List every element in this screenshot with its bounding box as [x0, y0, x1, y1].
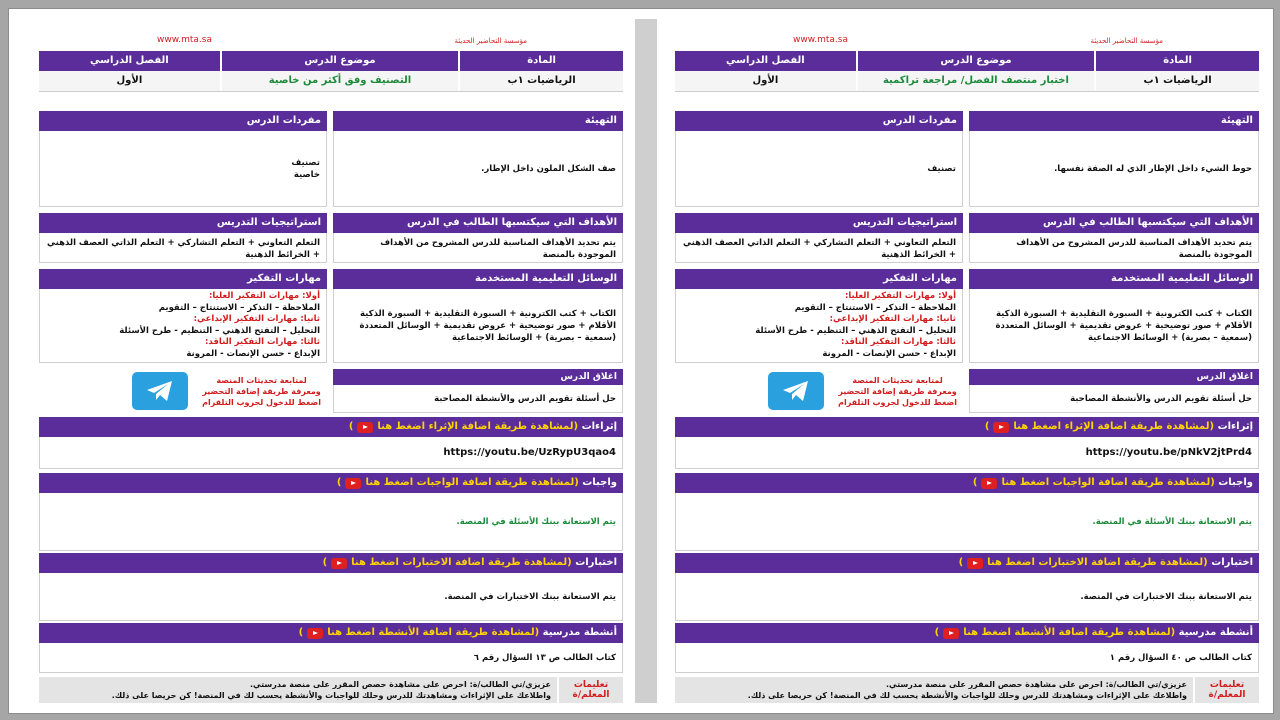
- subject-value: الرياضيات ١ب: [458, 71, 623, 91]
- strategies-title: استراتيجيات التدريس: [39, 213, 327, 233]
- enrichment-howto-link[interactable]: (لمشاهدة طريقة اضافة الإثراء اضغط هنا: [377, 421, 579, 432]
- objectives-title: الأهداف التي سيكتسبها الطالب في الدرس: [333, 213, 623, 233]
- vocab-section: [675, 111, 963, 207]
- promo-line-2: ومعرفة طريقة إضافة التحضير: [202, 386, 321, 396]
- instructions-line-1: عزيزي/تي الطالب/ة: احرص على مشاهدة حصص المقرر على منصة مدرستي.: [250, 680, 551, 689]
- telegram-icon[interactable]: [768, 372, 824, 410]
- page-top-line: [39, 35, 623, 51]
- objectives-text: يتم تحديد الأهداف المناسبة للدرس المشروح من الأهداف الموجودة بالمنصة: [380, 238, 616, 260]
- activities-section: [675, 623, 1259, 673]
- activities-title: أنشطة مدرسية: [1178, 627, 1253, 638]
- instructions-text: [39, 677, 557, 703]
- homework-title: واجبات: [582, 477, 617, 488]
- tests-howto-link[interactable]: (لمشاهدة طريقة اضافة الاختبارات اضغط هنا: [351, 557, 572, 568]
- instructions-line-1: عزيزي/تي الطالب/ة: احرص على مشاهدة حصص المقرر على منصة مدرستي.: [886, 680, 1187, 689]
- aids-text: الكتاب + كتب الكترونية + السبورة التقليدية + السبورة الذكية الأقلام + صور توضيحية + عروض تقديمية + الوسائل المتعددة (سمعية – بصرية) + الوسائط الاجتماعية: [359, 308, 616, 343]
- activities-body: [39, 643, 623, 673]
- strategies-text: التعلم التعاوني + التعلم التشاركي + التعلم الذاتي العصف الذهني + الخرائط الذهنية: [683, 238, 956, 260]
- enrichment-link-close: ): [348, 421, 354, 432]
- activities-title: أنشطة مدرسية: [542, 627, 617, 638]
- foundation-name: مؤسسة التحاضير الحديثة: [1090, 37, 1163, 45]
- topic-value: اختبار منتصف الفصل/ مراجعة تراكمية: [856, 71, 1094, 91]
- semester-value: الأول: [675, 71, 856, 91]
- teacher-instructions: [675, 677, 1259, 703]
- homework-howto-link[interactable]: (لمشاهدة طريقة اضافة الواجبات اضغط هنا: [1001, 477, 1215, 488]
- warmup-section: [969, 111, 1259, 207]
- thinking-higher-heading: أولا: مهارات التفكير العليا:: [844, 291, 956, 301]
- thinking-critical-list: الإبداع - حسن الإنصات - المرونة: [822, 348, 956, 359]
- vocab-title: مفردات الدرس: [675, 111, 963, 131]
- tests-header: [39, 553, 623, 573]
- vocab-section: [39, 111, 327, 207]
- enrichment-body: [675, 437, 1259, 469]
- thinking-critical-heading: ثالثا: مهارات التفكير الناقد:: [841, 337, 956, 347]
- topic-header: موضوع الدرس: [856, 51, 1094, 71]
- enrichment-url[interactable]: https://youtu.be/UzRypU3qao4: [443, 446, 616, 458]
- thinking-section: [675, 269, 963, 363]
- enrichment-url[interactable]: https://youtu.be/pNkV2jtPrd4: [1085, 446, 1252, 458]
- tests-howto-link[interactable]: (لمشاهدة طريقة اضافة الاختبارات اضغط هنا: [987, 557, 1208, 568]
- enrichment-body: [39, 437, 623, 469]
- document-spread: [21, 19, 1261, 703]
- objectives-title: الأهداف التي سيكتسبها الطالب في الدرس: [969, 213, 1259, 233]
- strategies-body: [39, 233, 327, 263]
- enrichment-title: إثراءات: [581, 421, 617, 432]
- activities-link-close: ): [298, 627, 304, 638]
- telegram-icon[interactable]: [132, 372, 188, 410]
- homework-header: [39, 473, 623, 493]
- homework-link-close: ): [336, 477, 342, 488]
- activities-body: [675, 643, 1259, 673]
- tests-title: اختبارات: [1211, 557, 1253, 568]
- thinking-critical-heading: ثالثا: مهارات التفكير الناقد:: [205, 337, 320, 347]
- vocab-title: مفردات الدرس: [39, 111, 327, 131]
- thinking-creative-heading: ثانيا: مهارات التفكير الإبداعي:: [829, 314, 956, 324]
- telegram-promo[interactable]: [687, 369, 957, 413]
- vocab-item: تصنيف: [291, 157, 320, 168]
- subject-header: المادة: [458, 51, 623, 71]
- objectives-section: [969, 213, 1259, 263]
- strategies-section: [39, 213, 327, 263]
- closing-body: [969, 385, 1259, 413]
- enrichment-link-close: ): [984, 421, 990, 432]
- site-link[interactable]: www.mta.sa: [793, 35, 848, 45]
- semester-value: الأول: [39, 71, 220, 91]
- thinking-higher-list: الملاحظة – التذكر – الاستنتاج – التقويم: [794, 302, 956, 313]
- enrichment-header: [39, 417, 623, 437]
- homework-section: [39, 473, 623, 551]
- youtube-icon[interactable]: [357, 422, 373, 433]
- semester-header: الفصل الدراسي: [39, 51, 220, 71]
- warmup-body: [969, 131, 1259, 207]
- tests-title: اختبارات: [575, 557, 617, 568]
- thinking-creative-heading: ثانيا: مهارات التفكير الإبداعي:: [193, 314, 320, 324]
- youtube-icon[interactable]: [967, 558, 983, 569]
- homework-text: يتم الاستعانة ببنك الأسئلة في المنصة.: [1092, 516, 1252, 527]
- homework-body: [39, 493, 623, 551]
- topic-value: التصنيف وفق أكثر من خاصية: [220, 71, 458, 91]
- youtube-icon[interactable]: [943, 628, 959, 639]
- subject-value: الرياضيات ١ب: [1094, 71, 1259, 91]
- homework-howto-link[interactable]: (لمشاهدة طريقة اضافة الواجبات اضغط هنا: [365, 477, 579, 488]
- tests-text: يتم الاستعانة ببنك الاختبارات في المنصة.: [444, 591, 616, 602]
- thinking-title: مهارات التفكير: [39, 269, 327, 289]
- vocab-item: خاصية: [293, 169, 320, 180]
- homework-text: يتم الاستعانة ببنك الأسئلة في المنصة.: [456, 516, 616, 527]
- lesson-plan-page-left: [39, 35, 623, 703]
- strategies-section: [675, 213, 963, 263]
- youtube-icon[interactable]: [981, 478, 997, 489]
- closing-text: حل أسئلة تقويم الدرس والأنشطة المصاحبة: [1070, 393, 1252, 404]
- aids-section: [333, 269, 623, 363]
- tests-text: يتم الاستعانة ببنك الاختبارات في المنصة.: [1080, 591, 1252, 602]
- thinking-critical-list: الإبداع - حسن الإنصات - المرونة: [186, 348, 320, 359]
- activities-howto-link[interactable]: (لمشاهدة طريقة اضافة الأنشطة اضغط هنا: [963, 627, 1176, 638]
- warmup-title: التهيئة: [969, 111, 1259, 131]
- homework-section: [675, 473, 1259, 551]
- strategies-body: [675, 233, 963, 263]
- warmup-body: [333, 131, 623, 207]
- tests-section: [675, 553, 1259, 621]
- homework-body: [675, 493, 1259, 551]
- thinking-section: [39, 269, 327, 363]
- header-row: [39, 51, 623, 71]
- telegram-promo[interactable]: [51, 369, 321, 413]
- tests-link-close: ): [958, 557, 964, 568]
- youtube-icon[interactable]: [993, 422, 1009, 433]
- aids-title: الوسائل التعليمية المستخدمة: [969, 269, 1259, 289]
- vocab-body: [675, 131, 963, 207]
- closing-text: حل أسئلة تقويم الدرس والأنشطة المصاحبة: [434, 393, 616, 404]
- promo-line-1: لمتابعة تحديثات المنصة: [216, 375, 307, 385]
- strategies-text: التعلم التعاوني + التعلم التشاركي + التعلم الذاتي العصف الذهني + الخرائط الذهنية: [47, 238, 320, 260]
- objectives-section: [333, 213, 623, 263]
- tests-body: [39, 573, 623, 621]
- closing-title: اغلاق الدرس: [333, 369, 623, 385]
- objectives-text: يتم تحديد الأهداف المناسبة للدرس المشروح من الأهداف الموجودة بالمنصة: [1016, 238, 1252, 260]
- aids-title: الوسائل التعليمية المستخدمة: [333, 269, 623, 289]
- tests-body: [675, 573, 1259, 621]
- site-link[interactable]: www.mta.sa: [157, 35, 212, 45]
- promo-text: [838, 375, 957, 408]
- promo-line-1: لمتابعة تحديثات المنصة: [852, 375, 943, 385]
- instructions-line-2: واطلاعك على الإثراءات ومشاهدتك للدرس وحلك للواجبات والأنشطة يحسب لك في المنصة! كن حريصا على ذلك.: [111, 691, 551, 700]
- semester-header: الفصل الدراسي: [675, 51, 856, 71]
- closing-section: [969, 369, 1259, 413]
- strategies-title: استراتيجيات التدريس: [675, 213, 963, 233]
- thinking-creative-list: التحليل – التفتح الذهني – التنظيم - طرح الأسئلة: [755, 325, 956, 336]
- activities-link-close: ): [934, 627, 940, 638]
- tests-section: [39, 553, 623, 621]
- page-divider: [635, 19, 657, 703]
- tests-link-close: ): [322, 557, 328, 568]
- activities-text: كتاب الطالب ص ٤٠ السؤال رقم ١: [1109, 652, 1252, 663]
- tests-header: [675, 553, 1259, 573]
- instructions-line-2: واطلاعك على الإثراءات ومشاهدتك للدرس وحلك للواجبات والأنشطة يحسب لك في المنصة! كن حريصا على ذلك.: [747, 691, 1187, 700]
- closing-title: اغلاق الدرس: [969, 369, 1259, 385]
- objectives-body: [333, 233, 623, 263]
- enrichment-section: [39, 417, 623, 469]
- activities-header: [39, 623, 623, 643]
- warmup-text: صف الشكل الملون داخل الإطار.: [481, 163, 616, 174]
- page-top-line: [675, 35, 1259, 51]
- closing-body: [333, 385, 623, 413]
- promo-text: [202, 375, 321, 408]
- homework-header: [675, 473, 1259, 493]
- instructions-label: تعليمات المعلم/ة: [557, 677, 623, 703]
- thinking-higher-heading: أولا: مهارات التفكير العليا:: [208, 291, 320, 301]
- value-row: [675, 71, 1259, 92]
- warmup-text: حوط الشيء داخل الإطار الذي له الصفة نفسها.: [1054, 163, 1252, 174]
- promo-line-2: ومعرفة طريقة إضافة التحضير: [838, 386, 957, 396]
- aids-body: [333, 289, 623, 363]
- thinking-higher-list: الملاحظة – التذكر – الاستنتاج – التقويم: [158, 302, 320, 313]
- promo-line-3: اضغط للدخول لجروب التلقرام: [838, 397, 957, 407]
- activities-header: [675, 623, 1259, 643]
- aids-text: الكتاب + كتب الكترونية + السبورة التقليدية + السبورة الذكية الأقلام + صور توضيحية + عروض تقديمية + الوسائل المتعددة (سمعية – بصرية) + الوسائط الاجتماعية: [995, 308, 1252, 343]
- document-frame: [8, 8, 1274, 714]
- activities-section: [39, 623, 623, 673]
- foundation-name: مؤسسة التحاضير الحديثة: [454, 37, 527, 45]
- thinking-title: مهارات التفكير: [675, 269, 963, 289]
- closing-section: [333, 369, 623, 413]
- youtube-icon[interactable]: [331, 558, 347, 569]
- vocab-item: تصنيف: [927, 163, 956, 174]
- header-row: [675, 51, 1259, 71]
- instructions-label: تعليمات المعلم/ة: [1193, 677, 1259, 703]
- topic-header: موضوع الدرس: [220, 51, 458, 71]
- lesson-plan-page-right: [675, 35, 1259, 703]
- youtube-icon[interactable]: [307, 628, 323, 639]
- enrichment-section: [675, 417, 1259, 469]
- activities-howto-link[interactable]: (لمشاهدة طريقة اضافة الأنشطة اضغط هنا: [327, 627, 540, 638]
- teacher-instructions: [39, 677, 623, 703]
- thinking-body: [39, 289, 327, 363]
- activities-text: كتاب الطالب ص ١٣ السؤال رقم ٦: [473, 652, 616, 663]
- warmup-section: [333, 111, 623, 207]
- thinking-creative-list: التحليل – التفتح الذهني – التنظيم - طرح الأسئلة: [119, 325, 320, 336]
- promo-line-3: اضغط للدخول لجروب التلقرام: [202, 397, 321, 407]
- homework-link-close: ): [972, 477, 978, 488]
- instructions-text: [675, 677, 1193, 703]
- enrichment-title: إثراءات: [1217, 421, 1253, 432]
- aids-body: [969, 289, 1259, 363]
- homework-title: واجبات: [1218, 477, 1253, 488]
- youtube-icon[interactable]: [345, 478, 361, 489]
- aids-section: [969, 269, 1259, 363]
- warmup-title: التهيئة: [333, 111, 623, 131]
- enrichment-header: [675, 417, 1259, 437]
- enrichment-howto-link[interactable]: (لمشاهدة طريقة اضافة الإثراء اضغط هنا: [1013, 421, 1215, 432]
- thinking-body: [675, 289, 963, 363]
- subject-header: المادة: [1094, 51, 1259, 71]
- vocab-body: [39, 131, 327, 207]
- objectives-body: [969, 233, 1259, 263]
- value-row: [39, 71, 623, 92]
